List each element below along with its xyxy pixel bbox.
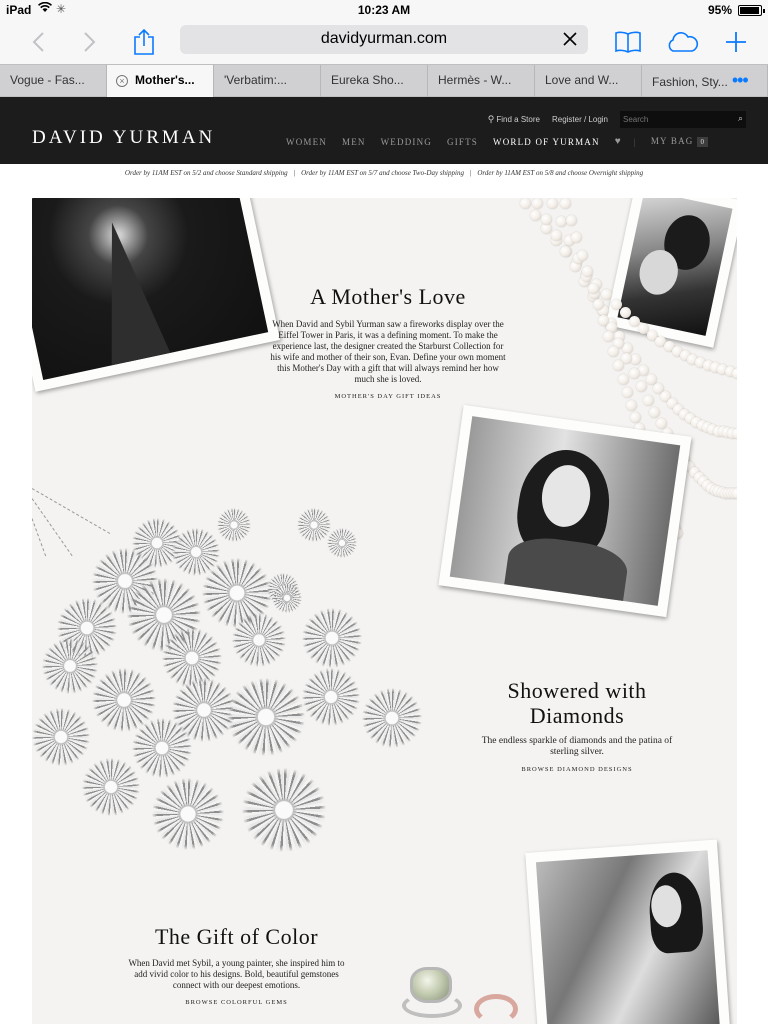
starburst-piece [362, 688, 422, 748]
pearl [732, 488, 737, 499]
icloud-tabs-button[interactable] [664, 26, 700, 58]
nav-women[interactable]: WOMEN [286, 136, 327, 147]
gemstone-ring [402, 963, 462, 1018]
starburst-piece [172, 528, 220, 576]
nav-world-of-yurman[interactable]: WORLD OF YURMAN [493, 136, 600, 147]
nav-men[interactable]: MEN [342, 136, 366, 147]
gift-of-color-title: The Gift of Color [154, 924, 319, 949]
browse-diamond-designs-link[interactable]: BROWSE DIAMOND DESIGNS [521, 766, 633, 773]
main-nav [286, 136, 723, 147]
shipping-banner [0, 169, 768, 177]
pearl [618, 374, 629, 385]
register-login-link[interactable]: Register / Login [551, 115, 608, 124]
my-bag-link[interactable] [651, 136, 708, 147]
starburst-piece [152, 778, 224, 850]
battery-fill [740, 7, 759, 14]
pearl [551, 230, 562, 241]
tab-label: Love and W... [545, 73, 619, 87]
shipping-overnight: Order by 11AM EST on 5/8 and choose Overnight shipping [477, 169, 644, 177]
pearl [577, 250, 588, 261]
mothers-love-title: A Mother's Love [310, 284, 466, 309]
site-header [0, 97, 768, 164]
pearl [608, 346, 619, 357]
pearl [547, 198, 558, 209]
more-tabs-icon[interactable]: ••• [731, 70, 748, 90]
diamonds-title [472, 678, 682, 728]
cloud-icon [665, 31, 699, 53]
pearl [556, 216, 567, 227]
pearl [649, 407, 660, 418]
tab-label: Vogue - Fas... [10, 73, 85, 87]
share-icon [133, 28, 155, 56]
share-button[interactable] [126, 26, 162, 58]
tab-label: Fashion, Sty... [652, 75, 728, 89]
starburst-piece [82, 758, 140, 816]
new-tab-button[interactable] [718, 26, 754, 58]
mothers-love-body: When David and Sybil Yurman saw a fireworks display over the Eiffel Tower in Paris, it was a defining moment. To make the experience last, the designer created the Starburst Collection for his wife and mother of their son, Evan. Define your own moment this Mother's Day with a gift that will always remind her how much she is loved. [270, 319, 506, 384]
starburst-piece [42, 638, 98, 694]
couple-photo [606, 198, 737, 348]
pearl [656, 418, 667, 429]
woman-photo [438, 405, 691, 617]
starburst-piece [217, 508, 251, 542]
bookmarks-button[interactable] [610, 26, 646, 58]
close-tab-icon[interactable]: × [116, 75, 128, 87]
diamonds-title-line1: Showered with [507, 678, 647, 703]
diamonds-body: The endless sparkle of diamonds and the patina of sterling silver. [481, 736, 673, 757]
banner-divider: | [293, 169, 296, 177]
tab-5[interactable] [428, 65, 535, 97]
pearl [588, 283, 599, 294]
pearl [732, 428, 737, 439]
pearl [603, 331, 614, 342]
pearl [613, 360, 624, 371]
plus-icon [725, 31, 747, 53]
book-icon [614, 30, 642, 54]
shipping-standard: Order by 11AM EST on 5/2 and choose Standard shipping [124, 169, 288, 177]
pearl [636, 381, 647, 392]
starburst-piece [302, 668, 360, 726]
battery-icon [738, 5, 762, 16]
device-name: iPad [6, 3, 32, 17]
find-store-link[interactable] [488, 114, 540, 125]
utility-links [488, 111, 746, 128]
pearl [571, 232, 582, 243]
pearl [541, 214, 552, 225]
necklace-chain [32, 518, 46, 556]
activity-spinner-icon: ✳ [56, 2, 67, 16]
painter-photo [525, 840, 730, 1024]
pearl [611, 299, 622, 310]
tab-7[interactable] [642, 65, 768, 97]
pearl [532, 198, 543, 209]
gift-of-color-body: When David met Sybil, a young painter, she inspired him to add vivid color to his designs. Bold, beautiful gemstones connect with our deepest emotions. [128, 958, 345, 990]
clock: 10:23 AM [357, 3, 411, 17]
map-pin-icon: ⚲ [487, 114, 495, 124]
site-logo[interactable]: DAVID YURMAN [32, 127, 216, 148]
pearl [732, 368, 737, 379]
my-bag-label: MY BAG [650, 136, 694, 146]
pearl [530, 210, 541, 221]
forward-button[interactable] [72, 26, 108, 58]
site-search [620, 111, 746, 128]
nav-divider: | [633, 136, 637, 147]
browse-colorful-gems-link[interactable]: BROWSE COLORFUL GEMS [185, 999, 288, 1006]
shipping-two-day: Order by 11AM EST on 5/7 and choose Two-Day shipping [301, 169, 464, 177]
chevron-right-icon [83, 31, 97, 53]
chevron-left-icon [31, 31, 45, 53]
eiffel-tower-shape [83, 216, 171, 365]
tab-3[interactable] [214, 65, 321, 97]
gift-of-color-block [124, 924, 349, 1009]
starburst-piece [132, 718, 192, 778]
diamonds-title-line2: Diamonds [529, 703, 625, 728]
nav-wedding[interactable]: WEDDING [380, 136, 432, 147]
pearl [643, 395, 654, 406]
tab-6[interactable] [535, 65, 642, 97]
pearl [630, 354, 641, 365]
starburst-piece [272, 583, 302, 613]
search-icon[interactable]: ⌕ [737, 113, 743, 123]
browser-toolbar [0, 20, 768, 64]
site-search-input[interactable] [620, 111, 720, 128]
pearl [622, 387, 633, 398]
starburst-piece [302, 608, 362, 668]
find-store-label: Find a Store [496, 115, 540, 124]
pearl [626, 400, 637, 411]
pearl [629, 368, 640, 379]
starburst-piece [327, 528, 357, 558]
address-bar[interactable] [180, 25, 588, 54]
tab-label: Hermès - W... [438, 73, 512, 87]
tab-1[interactable] [0, 65, 107, 97]
pearl [566, 215, 577, 226]
starburst-piece [32, 708, 90, 766]
tab-4[interactable] [321, 65, 428, 97]
diamonds-block [472, 678, 682, 776]
fireworks-photo [32, 198, 280, 392]
tab-bar [0, 64, 768, 97]
pearl [560, 198, 571, 209]
clear-url-icon[interactable] [558, 27, 582, 51]
tab-2[interactable] [107, 65, 214, 97]
hero-banner[interactable] [32, 198, 737, 1024]
battery-percent: 95% [707, 3, 732, 17]
pearl [520, 198, 531, 209]
starburst-piece [232, 613, 286, 667]
tab-label: 'Verbatim:... [224, 73, 287, 87]
nav-gifts[interactable]: GIFTS [447, 136, 479, 147]
banner-divider: | [469, 169, 472, 177]
mothers-love-block [268, 284, 508, 403]
rose-ring [474, 994, 518, 1024]
starburst-piece [297, 508, 331, 542]
tab-label: Eureka Sho... [331, 73, 404, 87]
necklace-chain [32, 488, 110, 534]
status-bar [0, 0, 768, 20]
pearl [630, 412, 641, 423]
bag-count-badge: 0 [697, 137, 708, 147]
heart-icon[interactable]: ♥ [614, 136, 622, 147]
url-text: davidyurman.com [320, 30, 448, 47]
starburst-piece [242, 768, 326, 852]
tab-label: Mother's... [135, 73, 195, 87]
mothers-day-gift-ideas-link[interactable]: MOTHER'S DAY GIFT IDEAS [334, 393, 442, 400]
starburst-piece [227, 678, 305, 756]
back-button[interactable] [20, 26, 56, 58]
